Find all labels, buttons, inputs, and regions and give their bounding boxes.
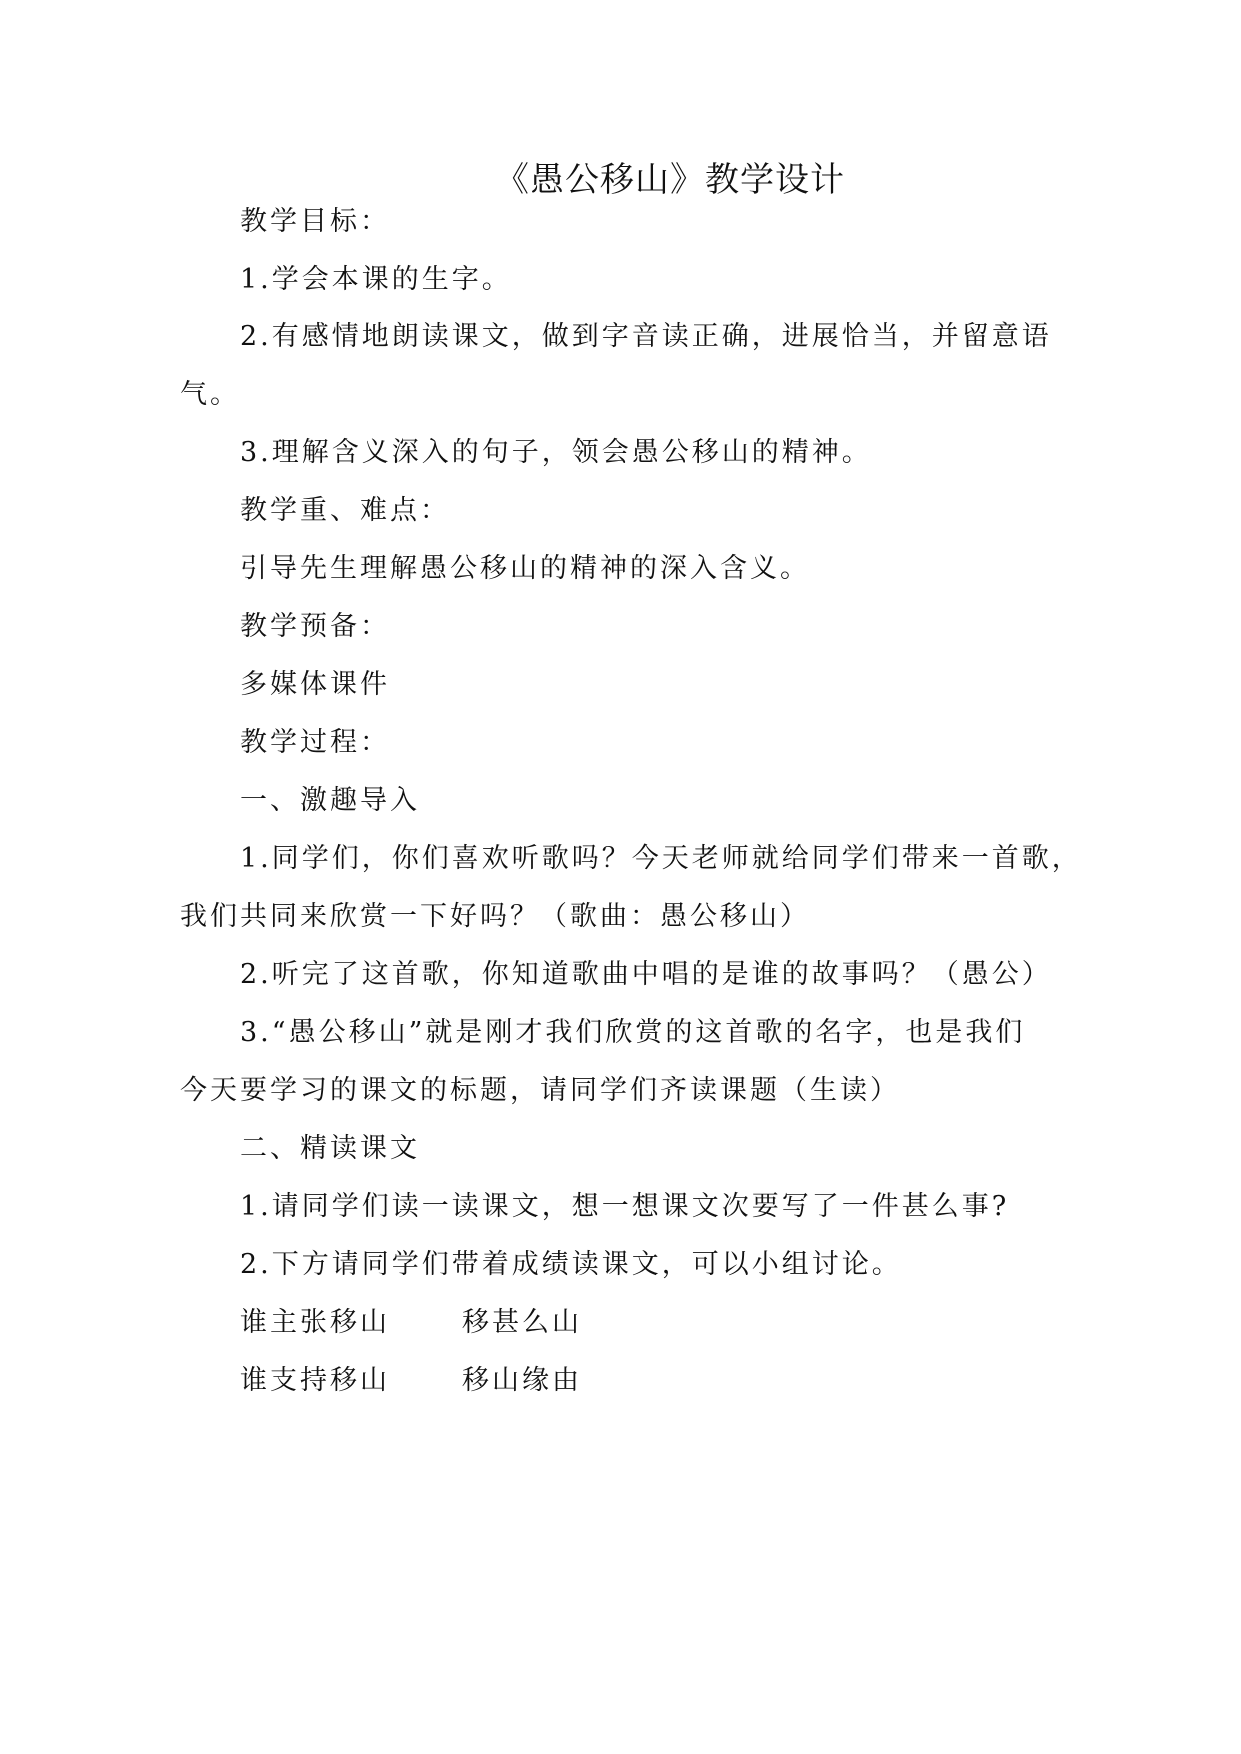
key-points-text: 引导先生理解愚公移山的精神的深入含义。 (240, 553, 810, 584)
objectives-heading: 教学目标： (240, 206, 390, 237)
prompt-who-supports: 谁支持移山 (240, 1365, 390, 1396)
section-2-item-1: 1.请同学们读一读课文，想一想课文次要写了一件甚么事? (240, 1191, 1010, 1222)
key-points-heading: 教学重、难点： (240, 495, 450, 526)
section-2-heading: 二、精读课文 (240, 1133, 420, 1164)
preparation-text: 多媒体课件 (240, 669, 390, 700)
prompt-which-mountain: 移甚么山 (462, 1307, 582, 1338)
process-heading: 教学过程： (240, 727, 390, 758)
objective-item-1: 1.学会本课的生字。 (240, 264, 512, 295)
objective-item-3: 3.理解含义深入的句子，领会愚公移山的精神。 (240, 437, 872, 468)
section-1-heading: 一、激趣导入 (240, 785, 420, 816)
objective-item-2-line-2: 气。 (180, 379, 240, 410)
prompt-who-proposes: 谁主张移山 (240, 1307, 390, 1338)
preparation-heading: 教学预备： (240, 611, 390, 642)
section-2-item-2: 2.下方请同学们带着成绩读课文，可以小组讨论。 (240, 1249, 902, 1280)
section-1-item-3-line-1: 3.“愚公移山”就是刚才我们欣赏的这首歌的名字，也是我们 (240, 1017, 1026, 1048)
document-title: 《愚公移山》教学设计 (495, 160, 845, 200)
section-1-item-1-line-1: 1.同学们，你们喜欢听歌吗？今天老师就给同学们带来一首歌， (240, 843, 1082, 874)
prompt-reason: 移山缘由 (462, 1365, 582, 1396)
section-1-item-3-line-2: 今天要学习的课文的标题，请同学们齐读课题（生读） (180, 1075, 900, 1106)
section-1-item-1-line-2: 我们共同来欣赏一下好吗？（歌曲：愚公移山） (180, 901, 810, 932)
objective-item-2-line-1: 2.有感情地朗读课文，做到字音读正确，进展恰当，并留意语 (240, 321, 1052, 352)
section-1-item-2: 2.听完了这首歌，你知道歌曲中唱的是谁的故事吗？（愚公） (240, 959, 1052, 990)
